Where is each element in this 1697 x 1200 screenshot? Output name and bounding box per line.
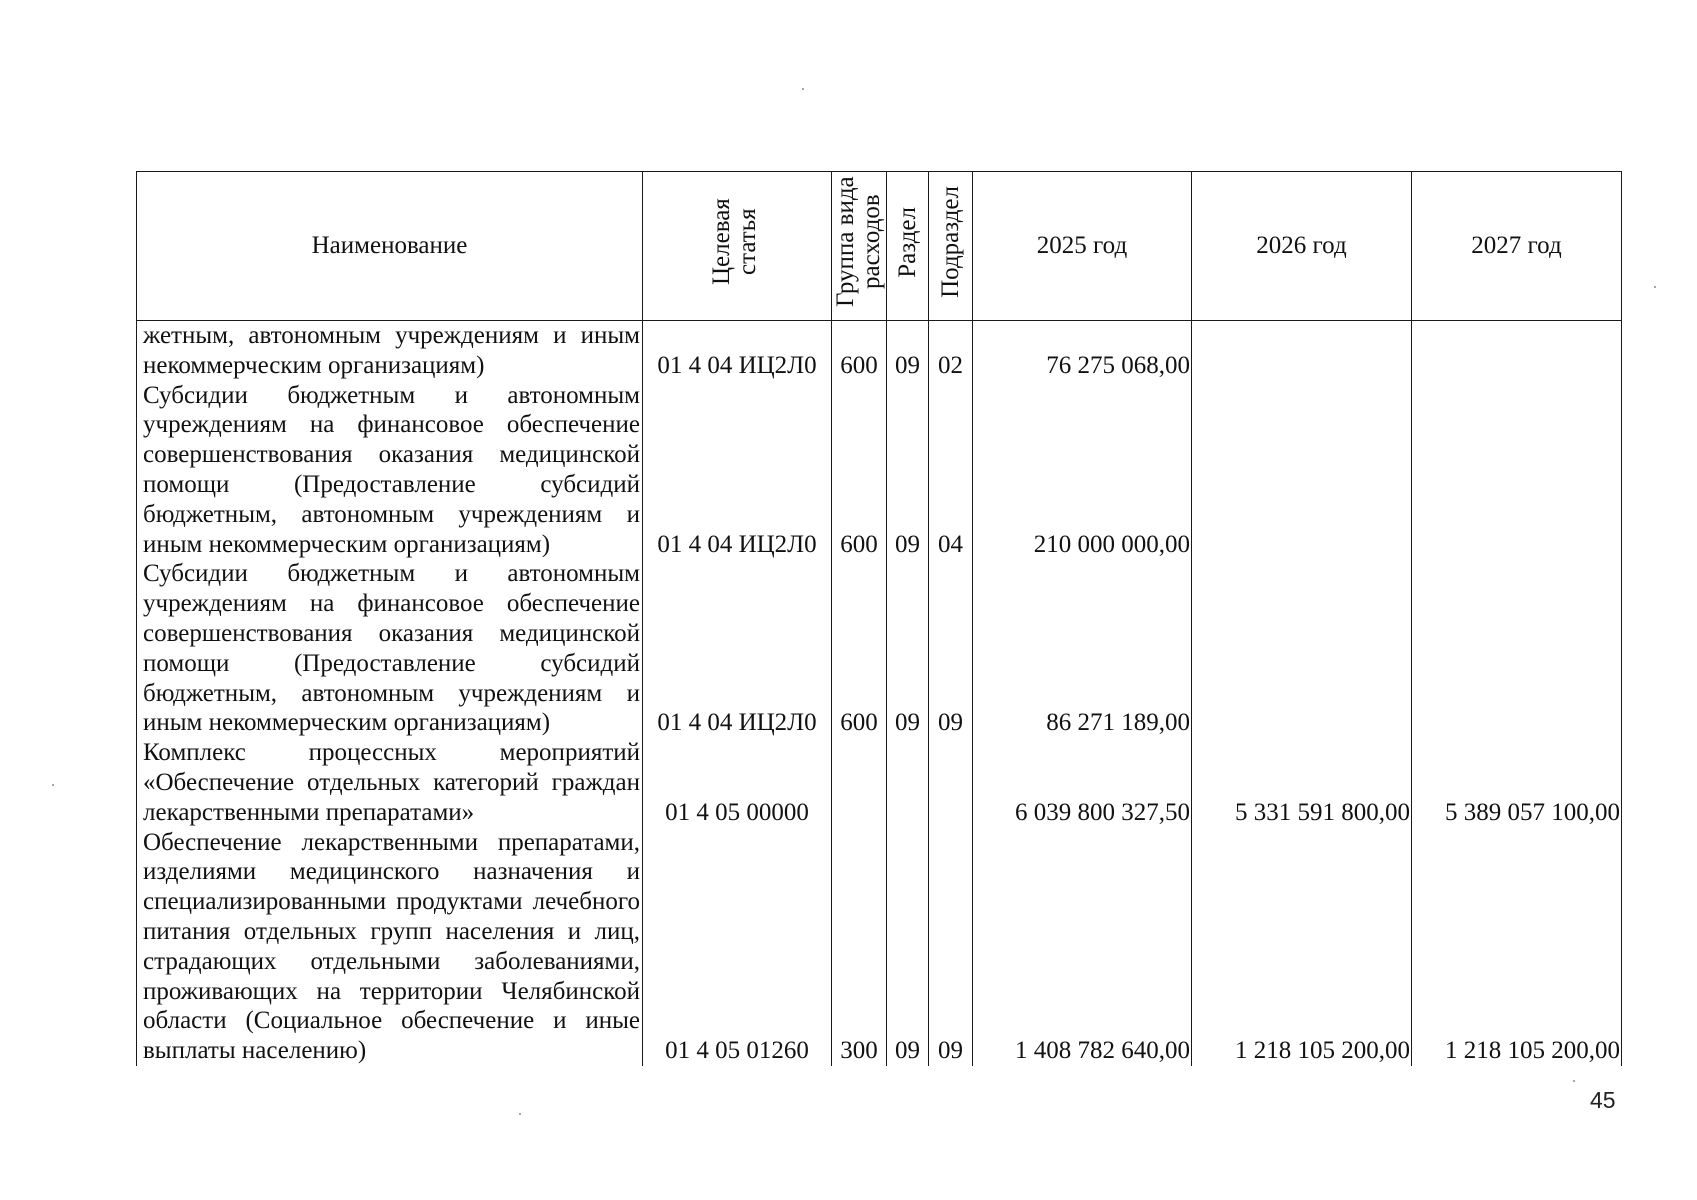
header-subsection — [929, 172, 973, 321]
scan-speck — [1573, 1080, 1575, 1082]
scan-speck — [802, 88, 804, 90]
table-row — [137, 381, 1622, 560]
header-subsection-label: Подраздел — [936, 186, 964, 299]
header-2027: 2027 год — [1412, 172, 1622, 321]
header-expense-group-label: Группа вида расходов — [832, 176, 885, 308]
table-header-row — [137, 172, 1622, 321]
table-row — [137, 828, 1622, 1066]
row-amount-2026: 5 331 591 800,00 — [1192, 738, 1412, 827]
row-amount-2025: 6 039 800 327,50 — [973, 738, 1192, 827]
row-target-article: 01 4 04 ИЦ2Л0 — [643, 559, 832, 738]
row-amount-2025: 86 271 189,00 — [973, 559, 1192, 738]
row-target-article: 01 4 04 ИЦ2Л0 — [643, 381, 832, 560]
row-amount-2025: 76 275 068,00 — [973, 321, 1192, 381]
budget-table — [136, 171, 1622, 1066]
row-expense-group: 600 — [832, 321, 887, 381]
row-subsection: 09 — [929, 828, 973, 1066]
scan-speck — [1654, 286, 1656, 288]
table-row — [137, 738, 1622, 827]
row-amount-2027 — [1412, 559, 1622, 738]
row-name: Комплекс процессных мероприятий «Обеспечение отдельных категорий граждан лекарственными препаратами» — [137, 738, 643, 827]
row-subsection: 09 — [929, 559, 973, 738]
row-target-article: 01 4 04 ИЦ2Л0 — [643, 321, 832, 381]
row-section: 09 — [887, 559, 929, 738]
row-subsection: 04 — [929, 381, 973, 560]
row-section: 09 — [887, 381, 929, 560]
row-target-article: 01 4 05 00000 — [643, 738, 832, 827]
row-amount-2026 — [1192, 559, 1412, 738]
row-amount-2026: 1 218 105 200,00 — [1192, 828, 1412, 1066]
header-name: Наименование — [137, 172, 643, 321]
row-amount-2027: 1 218 105 200,00 — [1412, 828, 1622, 1066]
row-name: жетным, автономным учреждениям и иным некоммерческим организациям) — [137, 321, 643, 381]
row-subsection: 02 — [929, 321, 973, 381]
scan-speck — [52, 784, 54, 786]
row-amount-2027 — [1412, 321, 1622, 381]
row-name: Обеспечение лекарственными препаратами, изделиями медицинского назначения и специализированными продуктами лечебного питания отдельных групп населения и лиц, страдающих отдельными заболеваниями, проживающих на территории Челябинской области (Социальное обеспечение и иные выплаты населению) — [137, 828, 643, 1066]
row-subsection — [929, 738, 973, 827]
header-section — [887, 172, 929, 321]
row-amount-2027: 5 389 057 100,00 — [1412, 738, 1622, 827]
row-expense-group: 300 — [832, 828, 887, 1066]
row-section — [887, 738, 929, 827]
header-expense-group — [832, 172, 887, 321]
row-amount-2027 — [1412, 381, 1622, 560]
header-section-label: Раздел — [893, 206, 921, 278]
row-amount-2026 — [1192, 381, 1412, 560]
header-target-article — [643, 172, 832, 321]
row-name: Субсидии бюджетным и автономным учреждениям на финансовое обеспечение совершенствования оказания медицинской помощи (Предоставление субсидий бюджетным, автономным учреждениям и иным некоммерческим организациям) — [137, 381, 643, 560]
row-section: 09 — [887, 828, 929, 1066]
header-2025: 2025 год — [973, 172, 1192, 321]
row-name: Субсидии бюджетным и автономным учреждениям на финансовое обеспечение совершенствования оказания медицинской помощи (Предоставление субсидий бюджетным, автономным учреждениям и иным некоммерческим организациям) — [137, 559, 643, 738]
row-amount-2026 — [1192, 321, 1412, 381]
scan-speck — [519, 1113, 521, 1115]
header-2026: 2026 год — [1192, 172, 1412, 321]
row-target-article: 01 4 05 01260 — [643, 828, 832, 1066]
row-expense-group: 600 — [832, 381, 887, 560]
row-section: 09 — [887, 321, 929, 381]
row-amount-2025: 210 000 000,00 — [973, 381, 1192, 560]
table-row — [137, 321, 1622, 381]
table-row — [137, 559, 1622, 738]
page-number: 45 — [1590, 1087, 1616, 1113]
row-expense-group — [832, 738, 887, 827]
row-expense-group: 600 — [832, 559, 887, 738]
row-amount-2025: 1 408 782 640,00 — [973, 828, 1192, 1066]
header-target-article-label: Целевая статья — [708, 198, 761, 286]
